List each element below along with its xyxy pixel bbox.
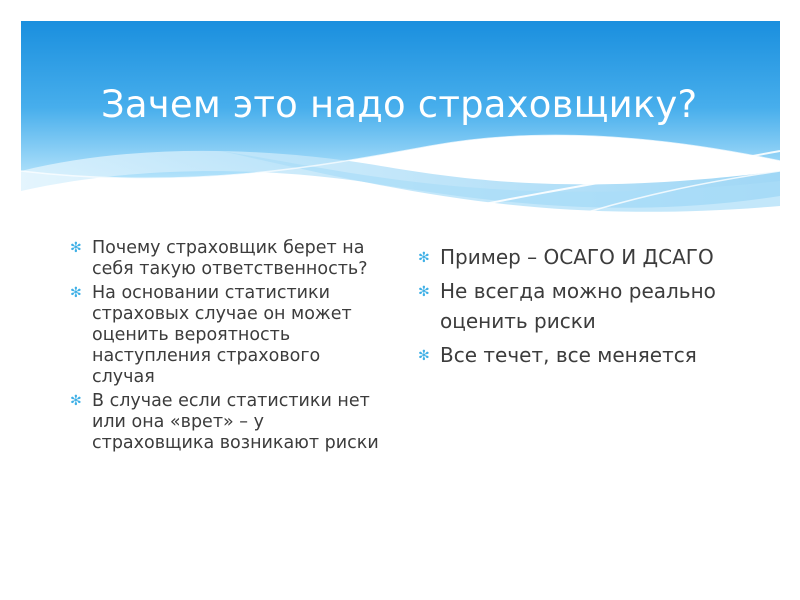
list-item-text: Пример – ОСАГО И ДСАГО: [440, 245, 714, 269]
header-banner: [21, 21, 780, 227]
list-item-text: Не всегда можно реально оценить риски: [440, 279, 716, 333]
asterisk-bullet-icon: ✻: [418, 250, 430, 266]
slide-title: Зачем это надо страховщику?: [101, 83, 698, 126]
list-item: [418, 276, 758, 336]
asterisk-bullet-icon: ✻: [70, 393, 82, 409]
asterisk-bullet-icon: ✻: [418, 284, 430, 300]
list-item: [70, 283, 380, 388]
list-item-text: В случае если статистики нет или она «врет» – у страховщика возникают риски: [92, 391, 379, 453]
asterisk-bullet-icon: ✻: [70, 240, 82, 256]
list-item-text: На основании статистики страховых случае он может оценить вероятность наступления страхового случая: [92, 283, 352, 387]
right-bullet-list: [418, 242, 758, 374]
left-bullet-list: [70, 238, 380, 457]
asterisk-bullet-icon: ✻: [418, 348, 430, 364]
list-item: [418, 340, 758, 370]
list-item: [70, 238, 380, 280]
list-item-text: Почему страховщик берет на себя такую ответственность?: [92, 238, 368, 279]
list-item: [418, 242, 758, 272]
list-item-text: Все течет, все меняется: [440, 343, 697, 367]
asterisk-bullet-icon: ✻: [70, 285, 82, 301]
list-item: [70, 391, 380, 454]
